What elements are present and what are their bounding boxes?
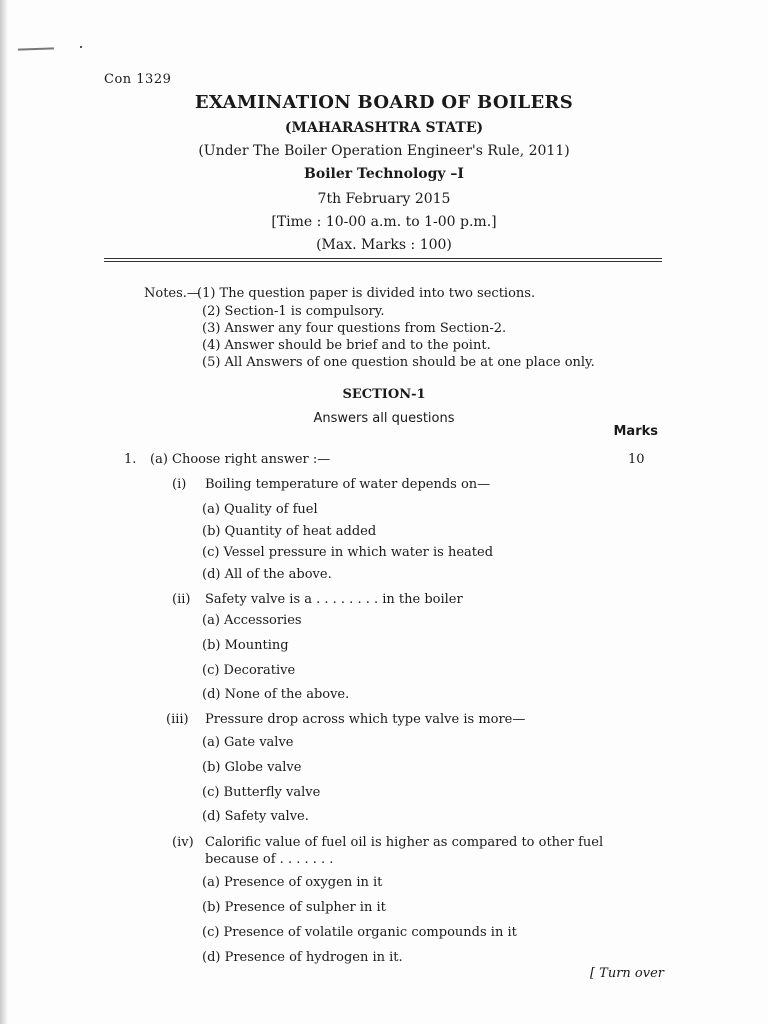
note-item: (5) All Answers of one question should be at one place only.: [202, 355, 595, 370]
answer-option: (b) Presence of sulpher in it: [202, 900, 386, 915]
answer-option: (b) Mounting: [202, 638, 289, 653]
section-subtitle: Answers all questions: [313, 411, 455, 426]
answer-option: (d) Safety valve.: [202, 809, 309, 824]
subject-title: Boiler Technology –I: [304, 166, 464, 182]
paper-code: Con 1329: [104, 72, 172, 87]
answer-option: (a) Presence of oxygen in it: [202, 875, 383, 890]
scan-mark: [18, 47, 54, 50]
state-subtitle: (MAHARASHTRA STATE): [284, 120, 484, 136]
divider: [104, 261, 662, 262]
exam-time: [Time : 10-00 a.m. to 1-00 p.m.]: [271, 214, 497, 230]
answer-option: (d) None of the above.: [202, 687, 350, 702]
answer-option: (a) Quality of fuel: [202, 502, 318, 517]
question-marks: 10: [628, 452, 645, 467]
answer-option: (a) Gate valve: [202, 735, 294, 750]
notes-label: Notes.—: [144, 286, 200, 301]
note-item: (4) Answer should be brief and to the point.: [202, 338, 491, 353]
sub-question-text-continued: because of . . . . . . .: [205, 852, 334, 867]
answer-option: (c) Presence of volatile organic compounds in it: [202, 925, 517, 940]
sub-question-text: Boiling temperature of water depends on—: [205, 477, 491, 492]
question-part: (a) Choose right answer :—: [150, 452, 331, 467]
exam-date: 7th February 2015: [317, 191, 451, 207]
note-item: (1) The question paper is divided into two sections.: [197, 286, 536, 301]
answer-option: (b) Quantity of heat added: [202, 524, 377, 539]
turn-over-note: [ Turn over: [589, 966, 664, 981]
answer-option: (c) Decorative: [202, 663, 296, 678]
answer-option: (b) Globe valve: [202, 760, 302, 775]
divider: [104, 258, 662, 259]
page-title: EXAMINATION BOARD OF BOILERS: [194, 92, 574, 113]
marks-heading: Marks: [613, 424, 658, 439]
max-marks: (Max. Marks : 100): [316, 237, 452, 253]
sub-question-label: (ii): [172, 592, 191, 607]
rule-subtitle: (Under The Boiler Operation Engineer's Rule, 2011): [198, 143, 570, 159]
sub-question-text: Safety valve is a . . . . . . . . in the boiler: [205, 592, 463, 607]
note-item: (2) Section-1 is compulsory.: [202, 304, 385, 319]
answer-option: (c) Butterfly valve: [202, 785, 321, 800]
answer-option: (a) Accessories: [202, 613, 302, 628]
sub-question-label: (iv): [172, 835, 194, 850]
question-number: 1.: [124, 452, 137, 467]
answer-option: (c) Vessel pressure in which water is heated: [202, 545, 494, 560]
answer-option: (d) All of the above.: [202, 567, 332, 582]
sub-question-label: (iii): [166, 712, 189, 727]
note-item: (3) Answer any four questions from Section-2.: [202, 321, 507, 336]
scan-dot: [80, 46, 82, 48]
answer-option: (d) Presence of hydrogen in it.: [202, 950, 403, 965]
sub-question-text: Pressure drop across which type valve is more—: [205, 712, 526, 727]
sub-question-text: Calorific value of fuel oil is higher as compared to other fuel: [205, 835, 604, 850]
sub-question-label: (i): [172, 477, 187, 492]
section-title: SECTION-1: [342, 387, 426, 402]
